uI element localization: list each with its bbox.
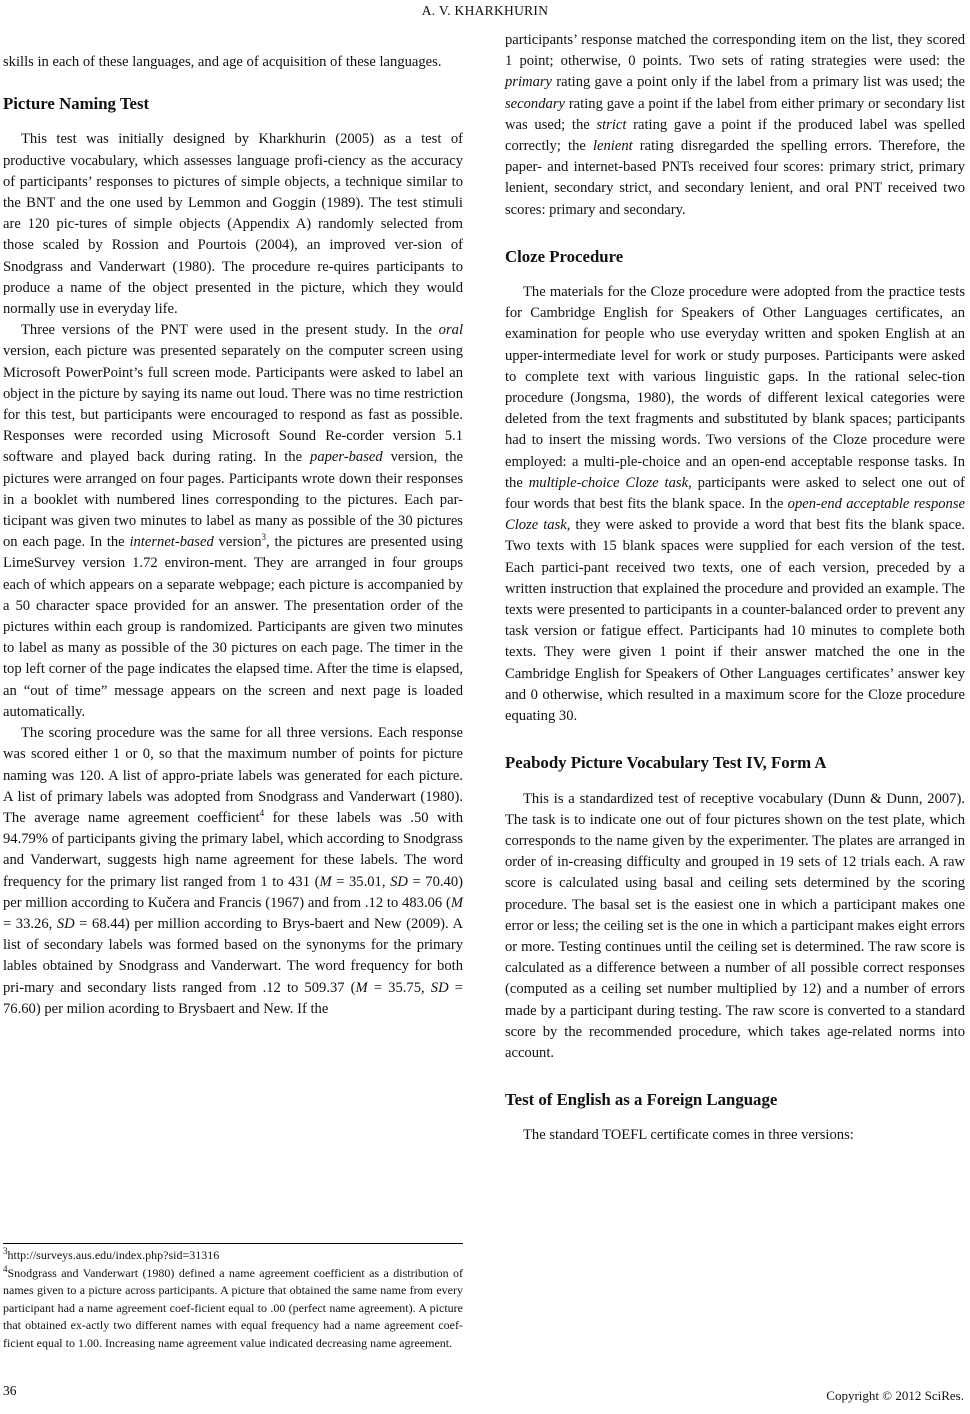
paragraph: The standard TOEFL certificate comes in three versions: [523, 1127, 854, 1144]
paragraph: Three versions of the PNT were used in the present study. In the oral version, each picture was presented separately on the computer screen using Microsoft PowerPoint’s full screen mode. Participants were asked to label an object in the picture by saying its name out loud. There was no time restriction for this test, but participants were encouraged to respond as fast as possible. Responses were recorded using Microsoft Sound Re-corder version 5.1 software and played back during rating. In the paper-based version, the pictures were arranged on four pages. Participants wrote down their responses in a booklet with numbered lines corresponding to the pictures. Each par-ticipant was given two minutes to label as many as possible of the 30 pictures on each page. In the internet-based version$^3$, the pictures are presented using LimeSurvey version 1.72 environ-ment. They are arranged in four groups each of which appears on a separate webpage; each picture is accompanied by a 50 character space provided for an answer. The presentation order of the pictures within each group is randomized. Participants are given two minutes to label as many as possible of the 30 pictures on each page. The timer in the top left corner of the page indicates the elapsed time. After the time is elapsed, an “out of time” message appears on the screen and next page is loaded automatically. [3, 322, 463, 720]
footnote-4: $^4$Snodgrass and Vanderwart (1980) defined a name agreement coefficient as a distribution of names given to a picture across participants. A picture that obtained the same name from every participant had a name agreement coef-ficient equal to .00 (perfect name agreement). A picture that obtained ex-actly two different names with equal frequency had a name agreement coef-ficient equal to 1.00. Increasing name agreement value indicated decreasing name agreement. [3, 1263, 463, 1350]
running-head: A. V. KHARKHURIN [421, 3, 549, 18]
left-column [3, 52, 463, 1020]
section-heading-ppvt: Peabody Picture Vocabulary Test IV, Form A [505, 753, 827, 773]
paragraph: This is a standardized test of receptive vocabulary (Dunn & Dunn, 2007). The task is to indicate one out of four pictures shown on the test plate, which corresponds to the name given by the experimenter. The plates are arranged in order of in-creasing difficulty and grouped in 19 sets of 12 trials each. A raw score is calculated using basal and ceiling sets determined by the scoring procedure. The basal set is the easiest one in which a participant makes one error or less; the ceiling set is the one in which a participant makes eight errors or more. Testing continues until the ceiling set is determined. The raw score is calculated as a difference between a number of all possible correct responses (computed as a ceiling set number multiplied by 12) and a number of errors made by a participant during testing. The raw score is converted to a standard score by the recommended procedure, which takes age-related norms into account. [505, 790, 965, 1061]
footnote-3: $^3$http://surveys.aus.edu/index.php?sid=31316 [3, 1246, 220, 1262]
footnotes [3, 1243, 463, 1352]
section-heading-cloze-procedure: Cloze Procedure [505, 246, 624, 266]
paragraph: This test was initially designed by Kharkhurin (2005) as a test of productive vocabulary, which assesses language profi-ciency as the accuracy of participants’ responses to pictures of simple objects, a technique similar to the BNT and the one used by Lemmon and Goggin (1989). The test stimuli are 120 pic-tures of simple objects (Appendix A) randomly selected from those scaled by Rossion and Pourtois (2004), an improved ver-sion of Snodgrass and Vanderwart (1980). The procedure re-quires participants to produce a name of the object presented in the picture, which they would normally use in everyday life. [3, 131, 463, 318]
paragraph: skills in each of these languages, and age of acquisition of these languages. [3, 54, 442, 70]
copyright-notice: Copyright © 2012 SciRes. [826, 1388, 964, 1403]
footnote-ref: 3 [261, 532, 267, 543]
footnote-ref: 4 [259, 808, 265, 819]
paragraph: The scoring procedure was the same for all three versions. Each response was scored either 1 or 0, so that the maximum number of points for picture naming was 120. A list of appro-priate labels was generated for each picture. A list of primary labels was adopted from Snodgrass and Vanderwart (1980). The average name agreement coefficient$^4$ for these labels was .50 with 94.79% of participants giving the primary label, which according to Snodgrass and Vanderwart, suggests high name agreement for these labels. The word frequency for the primary list ranged from 1 to 431 (M = 35.01, SD = 70.40) per million according to Kučera and Francis (1967) and from .12 to 483.06 (M = 33.26, SD = 68.44) per million according to Brys-baert and New (2009). A list of secondary labels was formed based on the synonyms for the primary lables obtained by Snodgrass and Vanderwart. The word frequency for both pri-mary and secondary lists ranged from .12 to 509.37 (M = 35.75, SD = 76.60) per milion acording to Brysbaert and New. If the [3, 725, 463, 1017]
section-heading-toefl: Test of English as a Foreign Language [505, 1090, 778, 1110]
paragraph: The materials for the Cloze procedure were adopted from the practice tests for Cambridge English for Speakers of Other Languages certificates, an examination for people who use everyday written and spoken English at an upper-intermediate level for work or study purposes. Participants were asked to complete text with various linguistic gaps. In the rational selec-tion procedure (Jongsma, 1980), the words of different lexical categories were deleted from the text fragments and substituted by blank spaces; participants had to insert the missing words. Two versions of the Cloze procedure were employed: a multi-ple-choice and an open-end acceptable response tasks. In the multiple-choice Cloze task, participants were asked to select one out of four words that best fits the blank space. In the open-end acceptable response Cloze task, they were asked to provide a word that best fits the blank space. Two texts with 15 blank spaces were supplied for each version of the test. Each partici-pant received two texts, one of each version, preceded by a written instruction that explained the procedure and provided an example. The texts were presented to participants in a counter-balanced order to prevent any task version or fatigue effect. Participants had 10 minutes to complete both texts. They were given 1 point if their answer matched the one in the Cambridge English for Speakers of Other Languages certificates’ answer key and 0 otherwise, which resulted in a maximum score for the Cloze procedure equating 30. [505, 284, 965, 725]
section-heading-picture-naming-test: Picture Naming Test [3, 94, 150, 114]
paragraph: participants’ response matched the corresponding item on the list, they scored 1 point; otherwise, 0 points. Two sets of rating strategies were used: the primary rating gave a point only if the label from a primary list was used; the secondary rating gave a point if the label from either primary or secondary list was used; the strict rating gave a point if the produced label was spelled correctly; the lenient rating disregarded the spelling errors. Therefore, the paper- and internet-based PNTs received four scores: primary strict, primary lenient, secondary strict, and secondary lenient, and oral PNT received two scores: primary and secondary. [505, 32, 965, 218]
right-column [505, 30, 965, 1147]
page-number: 36 [3, 1383, 17, 1398]
